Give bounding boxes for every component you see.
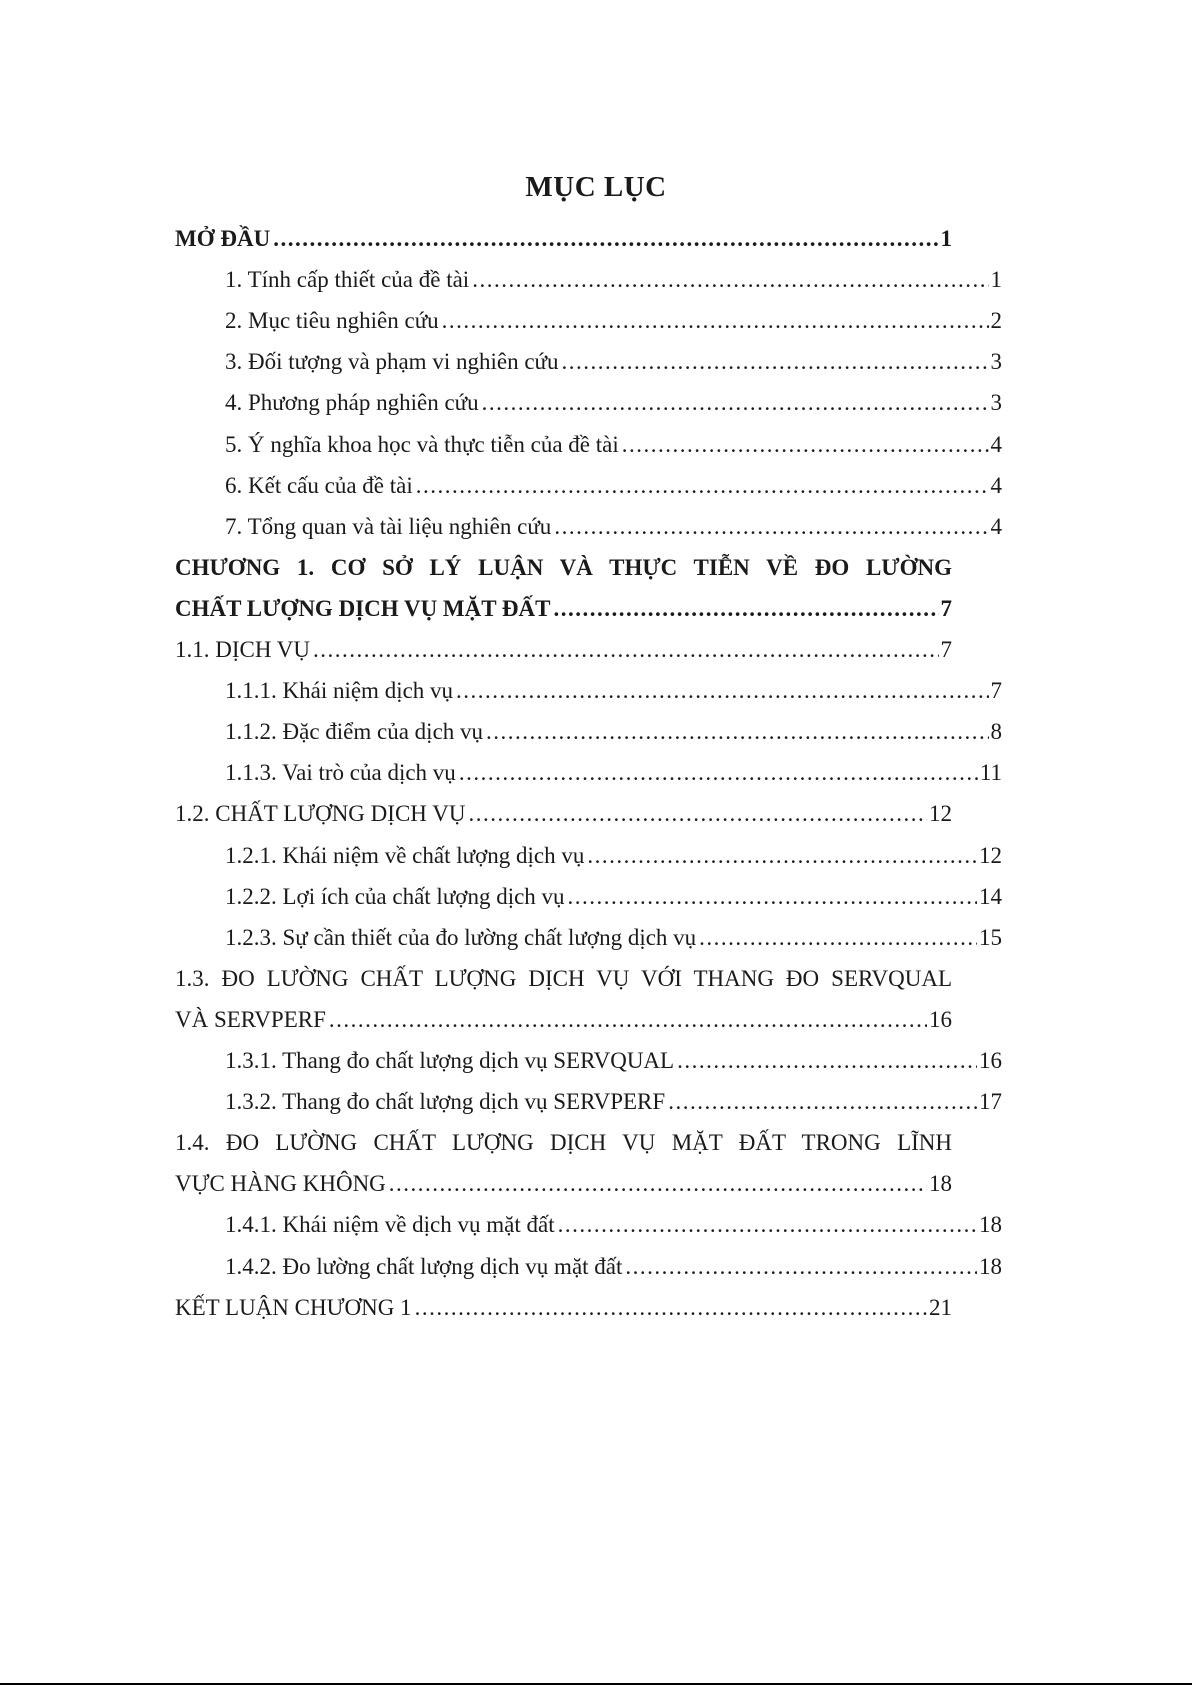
toc-leader-dots: [456, 670, 988, 711]
toc-leader-dots: [442, 300, 989, 341]
toc-leader-dots: [472, 259, 988, 300]
toc-entry-page-number: 12: [929, 801, 952, 827]
toc-entry[interactable]: [175, 465, 1002, 506]
toc-leader-dots: [486, 711, 988, 752]
toc-entry[interactable]: [175, 711, 1002, 752]
toc-leader-dots: [482, 382, 989, 423]
toc-leader-dots: [568, 876, 977, 917]
toc-entry-page-number: 16: [979, 1048, 1002, 1073]
toc-leader-dots: [273, 218, 938, 259]
toc-entry-page-number: 18: [979, 1212, 1002, 1238]
toc-entry-label: 4. Phương pháp nghiên cứu: [225, 390, 479, 416]
toc-entry-page-number: 7: [940, 637, 952, 662]
toc-entry[interactable]: [175, 506, 1002, 547]
toc-entry-label: 1.3.1. Thang đo chất lượng dịch vụ SERVQUAL: [225, 1048, 675, 1073]
toc-entry-page-number: 3: [990, 349, 1002, 375]
toc-entry[interactable]: [175, 752, 1002, 793]
toc-entry-page-number: 1: [990, 267, 1002, 293]
toc-entry-page-number: 2: [990, 308, 1002, 334]
toc-entry-page-number: 11: [979, 760, 1002, 786]
toc-entry-label: VỰC HÀNG KHÔNG: [175, 1171, 386, 1197]
toc-entry-label: 1.1.2. Đặc điểm của dịch vụ: [225, 719, 484, 745]
toc-entry[interactable]: [175, 1081, 1002, 1122]
toc-entry-page-number: 7: [940, 595, 952, 621]
toc-entry-label: 1.1.1. Khái niệm dịch vụ: [225, 678, 454, 704]
toc-leader-dots: [554, 506, 988, 547]
toc-entry[interactable]: [175, 876, 1002, 917]
toc-entry[interactable]: [175, 1204, 1002, 1245]
toc-leader-dots: [416, 465, 989, 506]
toc-entry[interactable]: [175, 382, 1002, 423]
toc-entry-label: MỞ ĐẦU: [175, 226, 271, 251]
toc-entry[interactable]: [175, 424, 1002, 465]
toc-entry[interactable]: [175, 835, 1002, 876]
toc-leader-dots: [677, 1040, 977, 1081]
toc-entry-label: 1.2. CHẤT LƯỢNG DỊCH VỤ: [175, 801, 466, 827]
toc-entry-label: 1.1.3. Vai trò của dịch vụ: [225, 760, 456, 786]
toc-entry-label: 6. Kết cấu của đề tài: [225, 472, 413, 498]
toc-entry[interactable]: [175, 1040, 1002, 1081]
toc-entry-label: 5. Ý nghĩa khoa học và thực tiễn của đề tài: [225, 431, 619, 457]
toc-leader-dots: [558, 1204, 977, 1245]
toc-entry-label: 1.1. DỊCH VỤ: [175, 637, 311, 662]
toc-entry-page-number: 3: [990, 390, 1002, 416]
toc-entry-label: KẾT LUẬN CHƯƠNG 1: [175, 1294, 412, 1320]
toc-leader-dots: [459, 752, 978, 793]
toc-entry[interactable]: [175, 999, 952, 1040]
toc-leader-dots: [313, 629, 938, 670]
toc-entry[interactable]: [175, 1287, 952, 1328]
toc-leader-dots: [625, 1246, 977, 1287]
toc-leader-dots: [468, 793, 927, 834]
toc-leader-dots: [622, 424, 989, 465]
toc-leader-dots: [554, 588, 939, 629]
toc-entry-page-number: 4: [990, 431, 1002, 457]
toc-entry-label: 1.3.2. Thang đo chất lượng dịch vụ SERVPERF: [225, 1089, 666, 1115]
toc-entry-label: 3. Đối tượng và phạm vi nghiên cứu: [225, 349, 559, 375]
toc-entry-label: 1.4.1. Khái niệm về dịch vụ mặt đất: [225, 1212, 555, 1238]
toc-entry-page-number: 14: [979, 883, 1002, 909]
toc-entry[interactable]: [175, 1246, 1002, 1287]
toc-leader-dots: [587, 835, 977, 876]
toc-entry[interactable]: [175, 588, 952, 629]
toc-entry[interactable]: [175, 629, 952, 670]
toc-entry-label: 1.2.3. Sự cần thiết của đo lường chất lượng dịch vụ: [225, 924, 697, 950]
toc-entry-label: CHẤT LƯỢNG DỊCH VỤ MẶT ĐẤT: [175, 595, 551, 621]
toc-entry-page-number: 17: [979, 1089, 1002, 1115]
toc-entry[interactable]: [175, 917, 1002, 958]
toc-entry[interactable]: [175, 341, 1002, 382]
toc-entry-label: 2. Mục tiêu nghiên cứu: [225, 308, 439, 334]
toc-entry-heading-line: 1.3. ĐO LƯỜNG CHẤT LƯỢNG DỊCH VỤ VỚI THANG ĐO SERVQUAL: [175, 965, 952, 991]
toc-entry-page-number: 12: [979, 842, 1002, 868]
toc-entry-page-number: 16: [929, 1006, 952, 1032]
toc-entry-heading-line: 1.4. ĐO LƯỜNG CHẤT LƯỢNG DỊCH VỤ MẶT ĐẤT TRONG LĨNH: [175, 1130, 952, 1156]
toc-entry-page-number: 15: [979, 924, 1002, 950]
toc-entry-label: 1.2.2. Lợi ích của chất lượng dịch vụ: [225, 883, 565, 909]
toc-leader-dots: [329, 999, 927, 1040]
toc-entry[interactable]: [175, 300, 1002, 341]
toc-entry-page-number: 21: [929, 1294, 952, 1320]
toc-entry-page-number: 18: [929, 1171, 952, 1197]
toc-entry-label: 7. Tổng quan và tài liệu nghiên cứu: [225, 513, 552, 539]
toc-leader-dots: [699, 917, 977, 958]
toc-entry-page-number: 4: [990, 472, 1002, 498]
toc-leader-dots: [668, 1081, 977, 1122]
toc-entry-page-number: 8: [990, 719, 1002, 745]
page-title: MỤC LỤC: [525, 171, 667, 203]
toc-leader-dots: [389, 1163, 927, 1204]
toc-leader-dots: [415, 1287, 927, 1328]
toc-entry[interactable]: [175, 670, 1002, 711]
toc-entry[interactable]: [175, 1163, 952, 1204]
toc-entry-label: 1. Tính cấp thiết của đề tài: [225, 267, 470, 293]
toc-entry[interactable]: [175, 259, 1002, 300]
toc-entry[interactable]: [175, 218, 952, 259]
toc-entry-page-number: 7: [990, 678, 1002, 704]
toc-entry-page-number: 4: [990, 513, 1002, 539]
toc-leader-dots: [562, 341, 989, 382]
toc-entry[interactable]: [175, 793, 952, 834]
toc-entry-heading-line: CHƯƠNG 1. CƠ SỞ LÝ LUẬN VÀ THỰC TIỄN VỀ ĐO LƯỜNG: [175, 554, 952, 580]
toc-entry-label: 1.2.1. Khái niệm về chất lượng dịch vụ: [225, 842, 585, 868]
toc-entry-page-number: 1: [940, 226, 952, 251]
toc-entry-page-number: 18: [979, 1253, 1002, 1279]
toc-entry-label: 1.4.2. Đo lường chất lượng dịch vụ mặt đất: [225, 1253, 623, 1279]
toc-entry-label: VÀ SERVPERF: [175, 1006, 326, 1032]
